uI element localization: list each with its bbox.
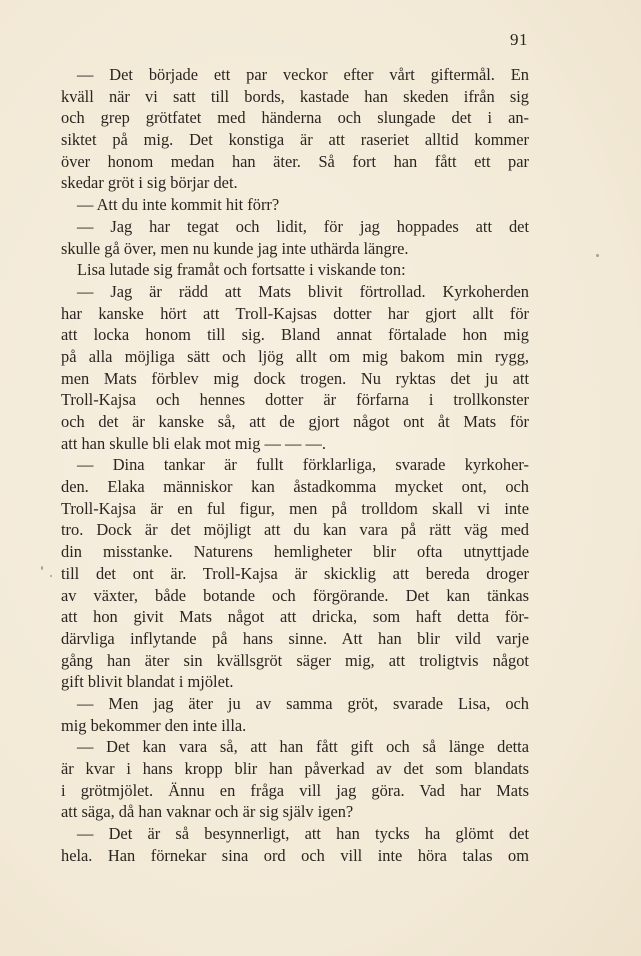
text-line: har kanske hört att Troll-Kajsas dotter har gjort allt för bbox=[61, 303, 529, 323]
text-line: din misstanke. Naturens hemligheter blir ofta utnyttjade bbox=[61, 542, 529, 562]
text-line: — Att du inte kommit hit förr? bbox=[77, 195, 280, 215]
text-line: och det är kanske så, att de gjort något ont åt Mats för bbox=[61, 412, 529, 431]
text-line: till det ont är. Troll-Kajsa är skicklig att bereda droger bbox=[61, 563, 529, 583]
paper-speck bbox=[50, 575, 52, 577]
text-line: av växter, både botande och förgörande. Det kan tänkas bbox=[61, 585, 529, 605]
text-line: hela. Han förnekar sina ord och vill inte höra talas om bbox=[61, 845, 529, 865]
text-line: — Dina tankar är fullt förklarliga, svarade kyrkoher- bbox=[77, 455, 529, 475]
text-line: Troll-Kajsa och hennes dotter är förfarna i trollkonster bbox=[61, 390, 529, 410]
text-line: är kvar i hans kropp blir han påverkad av det som blandats bbox=[61, 759, 529, 778]
text-line: skulle gå över, men nu kunde jag inte uthärda längre. bbox=[61, 238, 409, 258]
text-line: siktet på mig. Det konstiga är att raseriet alltid kommer bbox=[61, 130, 529, 150]
text-line: att han skulle bli elak mot mig — — —. bbox=[61, 433, 326, 453]
text-line: skedar gröt i sig börjar det. bbox=[61, 173, 238, 193]
text-line: därvliga inflytande på hans sinne. Att han blir vild varje bbox=[61, 628, 529, 648]
text-line: mig bekommer den inte illa. bbox=[61, 715, 247, 735]
paper-speck bbox=[596, 254, 599, 257]
text-line: — Jag är rädd att Mats blivit förtrollad. Kyrkoherden bbox=[77, 281, 529, 301]
text-line: gång han äter sin kvällsgröt säger mig, att troligtvis något bbox=[61, 650, 529, 670]
text-line: över honom medan han äter. Så fort han fått ett par bbox=[61, 151, 529, 171]
text-line: — Det började ett par veckor efter vårt giftermål. En bbox=[77, 65, 529, 84]
text-line: — Det kan vara så, att han fått gift och så länge detta bbox=[77, 737, 529, 757]
text-line: — Jag har tegat och lidit, för jag hoppades att det bbox=[77, 216, 529, 236]
text-line: tro. Dock är det möjligt att du kan vara på rätt väg med bbox=[61, 520, 529, 540]
text-line: på alla möjliga sätt och ljög allt om mig bakom min rygg, bbox=[61, 346, 529, 366]
text-line: i grötmjölet. Ännu en fråga vill jag göra. Vad har Mats bbox=[61, 780, 529, 800]
text-line: att hon givit Mats något att dricka, som haft detta för- bbox=[61, 607, 529, 627]
text-line: och grep grötfatet med händerna och slungade det i an- bbox=[61, 108, 529, 128]
text-line: kväll när vi satt till bords, kastade han skeden ifrån sig bbox=[61, 86, 529, 106]
text-line: Troll-Kajsa är en ful figur, men på trolldom skall vi inte bbox=[61, 498, 529, 518]
text-line: Lisa lutade sig framåt och fortsatte i viskande ton: bbox=[77, 260, 406, 280]
text-line: men Mats förblev mig dock trogen. Nu ryktas det ju att bbox=[61, 368, 529, 388]
text-line: den. Elaka människor kan åstadkomma mycket ont, och bbox=[61, 477, 529, 497]
text-line: att locka honom till sig. Bland annat förtalade hon mig bbox=[61, 325, 529, 345]
paper-speck bbox=[41, 566, 43, 570]
text-line: — Det är så besynnerligt, att han tycks ha glömt det bbox=[77, 824, 529, 844]
text-line: gift blivit blandat i mjölet. bbox=[61, 672, 234, 692]
body-text bbox=[61, 64, 529, 866]
text-line: att säga, då han vaknar och är sig själv igen? bbox=[61, 802, 354, 822]
text-line: — Men jag äter ju av samma gröt, svarade Lisa, och bbox=[77, 693, 529, 713]
page-number: 91 bbox=[510, 30, 528, 49]
